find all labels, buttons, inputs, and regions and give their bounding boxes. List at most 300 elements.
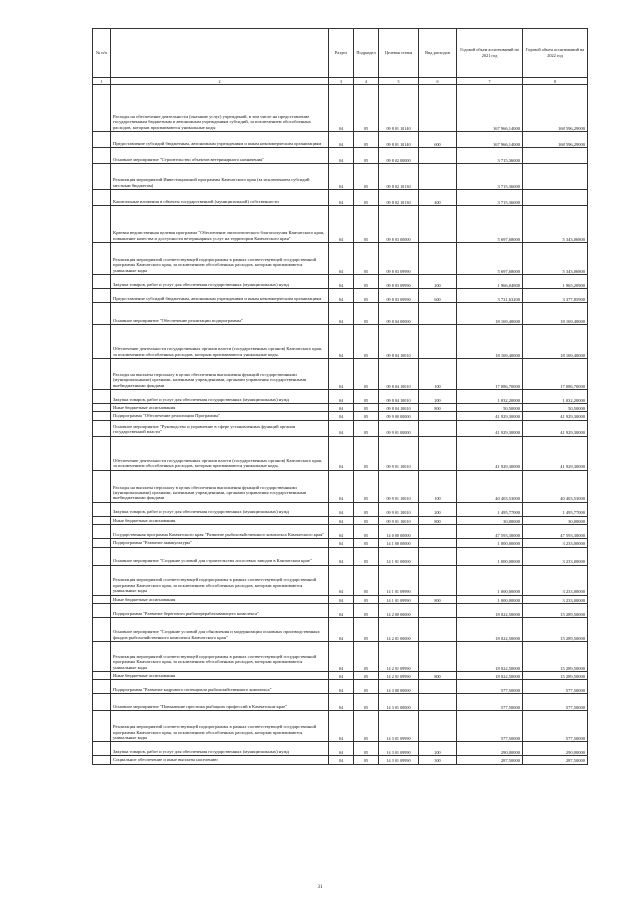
expense-type-cell: 800 bbox=[419, 595, 457, 603]
target-article-cell: 09 8 01 10140 bbox=[379, 132, 419, 148]
num-cell bbox=[93, 390, 111, 404]
expense-type-cell bbox=[419, 303, 457, 325]
expense-type-cell bbox=[419, 565, 457, 595]
razdel-cell: 04 bbox=[329, 618, 354, 642]
target-article-cell: 09 9 01 10010 bbox=[379, 470, 419, 502]
target-article-cell: 09 8 03 09990 bbox=[379, 289, 419, 303]
podrazdel-cell: 05 bbox=[354, 404, 379, 412]
amount-2022-cell: 3 377,85900 bbox=[523, 289, 588, 303]
page-number: 31 bbox=[317, 885, 323, 890]
column-number: 8 bbox=[523, 78, 588, 85]
amount-2022-cell: 3 233,00000 bbox=[523, 539, 588, 547]
name-cell: Расходы на выплаты персоналу в целях обеспечения выполнения функций государственными (муниципальными) органами, казенными учреждениями, органами управления государственными внебюджетными фондами bbox=[111, 359, 329, 390]
target-article-cell: 09 8 04 10010 bbox=[379, 359, 419, 390]
name-cell: Подпрограмма "Развитие аквакультуры" bbox=[111, 539, 329, 547]
num-cell bbox=[93, 565, 111, 595]
razdel-cell: 04 bbox=[329, 694, 354, 711]
target-article-cell: 14 2 01 09990 bbox=[379, 642, 419, 672]
num-cell bbox=[93, 359, 111, 390]
table-row bbox=[93, 539, 588, 547]
table-row bbox=[93, 642, 588, 672]
num-cell bbox=[93, 618, 111, 642]
razdel-cell: 04 bbox=[329, 756, 354, 764]
num-cell bbox=[93, 148, 111, 164]
name-cell: Основное мероприятие "Руководство и управление в сфере установленных функций органов государственной власти" bbox=[111, 420, 329, 436]
num-cell bbox=[93, 680, 111, 694]
expense-type-cell bbox=[419, 243, 457, 275]
amount-2021-cell: 30,00000 bbox=[457, 516, 523, 524]
num-cell bbox=[93, 470, 111, 502]
target-article-cell: 09 8 04 10010 bbox=[379, 325, 419, 359]
target-article-cell: 09 8 04 00000 bbox=[379, 303, 419, 325]
expense-type-cell bbox=[419, 680, 457, 694]
table-row bbox=[93, 680, 588, 694]
podrazdel-cell: 05 bbox=[354, 525, 379, 539]
table-row bbox=[93, 289, 588, 303]
table-row bbox=[93, 275, 588, 289]
expense-type-cell: 200 bbox=[419, 390, 457, 404]
amount-2021-cell: 167 966,14000 bbox=[457, 132, 523, 148]
table-row bbox=[93, 694, 588, 711]
header-amount-2022: Годовой объем ассигнований на 2022 год bbox=[523, 29, 588, 78]
podrazdel-cell: 05 bbox=[354, 412, 379, 420]
num-cell bbox=[93, 132, 111, 148]
razdel-cell: 04 bbox=[329, 502, 354, 516]
podrazdel-cell: 05 bbox=[354, 325, 379, 359]
target-article-cell: 09 8 04 10010 bbox=[379, 404, 419, 412]
expense-type-cell bbox=[419, 412, 457, 420]
razdel-cell: 04 bbox=[329, 412, 354, 420]
podrazdel-cell: 05 bbox=[354, 190, 379, 206]
podrazdel-cell: 05 bbox=[354, 742, 379, 756]
amount-2021-cell: 287,50000 bbox=[457, 756, 523, 764]
target-article-cell: 14 2 00 00000 bbox=[379, 604, 419, 618]
amount-2021-cell: 577,50000 bbox=[457, 694, 523, 711]
amount-2022-cell: 41 929,30000 bbox=[523, 420, 588, 436]
podrazdel-cell: 05 bbox=[354, 756, 379, 764]
table-body bbox=[93, 85, 588, 765]
amount-2022-cell: 5 343,06800 bbox=[523, 243, 588, 275]
razdel-cell: 04 bbox=[329, 680, 354, 694]
amount-2022-cell: 3 233,00000 bbox=[523, 595, 588, 603]
amount-2021-cell: 577,50000 bbox=[457, 711, 523, 742]
amount-2021-cell: 167 966,14000 bbox=[457, 85, 523, 132]
amount-2022-cell: 577,50000 bbox=[523, 680, 588, 694]
expense-type-cell bbox=[419, 547, 457, 565]
podrazdel-cell: 05 bbox=[354, 618, 379, 642]
amount-2021-cell: 1 000,00000 bbox=[457, 547, 523, 565]
expense-type-cell: 400 bbox=[419, 190, 457, 206]
amount-2021-cell: 5 697,68000 bbox=[457, 243, 523, 275]
expense-type-cell bbox=[419, 642, 457, 672]
amount-2021-cell: 3 715,36000 bbox=[457, 190, 523, 206]
num-cell bbox=[93, 547, 111, 565]
num-cell bbox=[93, 289, 111, 303]
num-cell bbox=[93, 516, 111, 524]
podrazdel-cell: 05 bbox=[354, 694, 379, 711]
amount-2022-cell: 5 343,06800 bbox=[523, 206, 588, 243]
num-cell bbox=[93, 85, 111, 132]
razdel-cell: 04 bbox=[329, 604, 354, 618]
target-article-cell: 09 8 02 10130 bbox=[379, 164, 419, 190]
amount-2022-cell: 1 965,20900 bbox=[523, 275, 588, 289]
amount-2021-cell: 50,50000 bbox=[457, 404, 523, 412]
name-cell: Закупка товаров, работ и услуг для обеспечения государственных (муниципальных) нужд bbox=[111, 390, 329, 404]
expense-type-cell bbox=[419, 325, 457, 359]
name-cell: Основное мероприятие "Обеспечение реализации подпрограммы" bbox=[111, 303, 329, 325]
amount-2021-cell: 18 169,40000 bbox=[457, 325, 523, 359]
table-row bbox=[93, 565, 588, 595]
table-row bbox=[93, 243, 588, 275]
name-cell: Социальное обеспечение и иные выплаты населению bbox=[111, 756, 329, 764]
amount-2022-cell: 168 596,29000 bbox=[523, 132, 588, 148]
podrazdel-cell: 05 bbox=[354, 132, 379, 148]
name-cell: Подпрограмма "Обеспечение реализации Программы" bbox=[111, 412, 329, 420]
podrazdel-cell: 05 bbox=[354, 275, 379, 289]
header-expense-type: Вид расходов bbox=[419, 29, 457, 78]
amount-2021-cell: 3 715,36000 bbox=[457, 148, 523, 164]
table-row bbox=[93, 404, 588, 412]
num-cell bbox=[93, 325, 111, 359]
header-target-article: Целевая статья bbox=[379, 29, 419, 78]
razdel-cell: 04 bbox=[329, 547, 354, 565]
razdel-cell: 04 bbox=[329, 436, 354, 470]
razdel-cell: 04 bbox=[329, 711, 354, 742]
column-number: 3 bbox=[329, 78, 354, 85]
expense-type-cell: 800 bbox=[419, 516, 457, 524]
name-cell: Предоставление субсидий бюджетным, автономным учреждениям и иным некоммерческим организациям bbox=[111, 132, 329, 148]
podrazdel-cell: 05 bbox=[354, 420, 379, 436]
num-cell bbox=[93, 190, 111, 206]
amount-2022-cell: 30,00000 bbox=[523, 516, 588, 524]
target-article-cell: 14 2 01 09990 bbox=[379, 672, 419, 680]
razdel-cell: 04 bbox=[329, 390, 354, 404]
razdel-cell: 04 bbox=[329, 85, 354, 132]
column-number: 1 bbox=[93, 78, 111, 85]
razdel-cell: 04 bbox=[329, 164, 354, 190]
table-row bbox=[93, 132, 588, 148]
podrazdel-cell: 05 bbox=[354, 289, 379, 303]
expense-type-cell bbox=[419, 420, 457, 436]
podrazdel-cell: 05 bbox=[354, 539, 379, 547]
amount-2022-cell: 168 596,29000 bbox=[523, 85, 588, 132]
table-row bbox=[93, 595, 588, 603]
podrazdel-cell: 05 bbox=[354, 206, 379, 243]
target-article-cell: 14 1 01 00000 bbox=[379, 547, 419, 565]
amount-2022-cell: 3 233,00000 bbox=[523, 547, 588, 565]
name-cell: Иные бюджетные ассигнования bbox=[111, 672, 329, 680]
podrazdel-cell: 05 bbox=[354, 711, 379, 742]
amount-2022-cell: 41 929,30000 bbox=[523, 412, 588, 420]
target-article-cell: 09 8 03 00000 bbox=[379, 206, 419, 243]
column-number: 6 bbox=[419, 78, 457, 85]
name-cell: Иные бюджетные ассигнования bbox=[111, 404, 329, 412]
document-page bbox=[92, 28, 587, 765]
razdel-cell: 04 bbox=[329, 289, 354, 303]
amount-2021-cell: 3 715,36000 bbox=[457, 164, 523, 190]
amount-2021-cell: 1 032,20000 bbox=[457, 390, 523, 404]
razdel-cell: 04 bbox=[329, 132, 354, 148]
podrazdel-cell: 05 bbox=[354, 359, 379, 390]
amount-2021-cell: 290,00000 bbox=[457, 742, 523, 756]
num-cell bbox=[93, 420, 111, 436]
amount-2022-cell: 17 086,70000 bbox=[523, 359, 588, 390]
table-row bbox=[93, 672, 588, 680]
target-article-cell: 14 3 00 00000 bbox=[379, 680, 419, 694]
amount-2021-cell: 1 966,04800 bbox=[457, 275, 523, 289]
target-article-cell: 14 1 01 09990 bbox=[379, 595, 419, 603]
name-cell: Государственная программа Камчатского края "Развитие рыбохозяйственного комплекса Камчатского края" bbox=[111, 525, 329, 539]
podrazdel-cell: 05 bbox=[354, 303, 379, 325]
amount-2021-cell: 577,50000 bbox=[457, 680, 523, 694]
name-cell: Реализация мероприятий соответствующей подпрограммы в рамках соответствующей государственной программы Камчатского края, за исключением обособленных расходов, которым присваиваются уникальные коды bbox=[111, 711, 329, 742]
column-number: 4 bbox=[354, 78, 379, 85]
amount-2021-cell: 41 929,30000 bbox=[457, 436, 523, 470]
razdel-cell: 04 bbox=[329, 359, 354, 390]
name-cell: Закупка товаров, работ и услуг для обеспечения государственных (муниципальных) нужд bbox=[111, 502, 329, 516]
table-row bbox=[93, 303, 588, 325]
podrazdel-cell: 05 bbox=[354, 148, 379, 164]
expense-type-cell: 200 bbox=[419, 502, 457, 516]
target-article-cell: 09 9 01 00000 bbox=[379, 420, 419, 436]
expense-type-cell bbox=[419, 85, 457, 132]
expense-type-cell bbox=[419, 604, 457, 618]
expense-type-cell bbox=[419, 436, 457, 470]
razdel-cell: 04 bbox=[329, 470, 354, 502]
expense-type-cell: 300 bbox=[419, 756, 457, 764]
podrazdel-cell: 05 bbox=[354, 516, 379, 524]
column-number: 5 bbox=[379, 78, 419, 85]
amount-2022-cell: 287,50000 bbox=[523, 756, 588, 764]
num-cell bbox=[93, 243, 111, 275]
target-article-cell: 09 8 04 10010 bbox=[379, 390, 419, 404]
podrazdel-cell: 05 bbox=[354, 243, 379, 275]
expense-type-cell bbox=[419, 618, 457, 642]
razdel-cell: 04 bbox=[329, 516, 354, 524]
amount-2022-cell: 18 169,40000 bbox=[523, 325, 588, 359]
header-amount-2021: Годовой объем ассигнований на 2021 год bbox=[457, 29, 523, 78]
name-cell: Закупка товаров, работ и услуг для обеспечения государственных (муниципальных) нужд bbox=[111, 275, 329, 289]
razdel-cell: 04 bbox=[329, 190, 354, 206]
podrazdel-cell: 05 bbox=[354, 470, 379, 502]
table-row bbox=[93, 206, 588, 243]
name-cell: Обеспечение деятельности государственных органов власти (государственных органов) Камчатского края, за исключением обособленных расходов, которым присваиваются уникальные коды. bbox=[111, 436, 329, 470]
table-row bbox=[93, 85, 588, 132]
num-cell bbox=[93, 164, 111, 190]
podrazdel-cell: 05 bbox=[354, 680, 379, 694]
target-article-cell: 09 8 01 10140 bbox=[379, 85, 419, 132]
header-podrazdel: Подраздел bbox=[354, 29, 379, 78]
name-cell: Основное мероприятие "Повышение престижа рыбацких профессий в Камчатском крае" bbox=[111, 694, 329, 711]
podrazdel-cell: 05 bbox=[354, 672, 379, 680]
name-cell: Расходы на выплаты персоналу в целях обеспечения выполнения функций государственными (муниципальными) органами, казенными учреждениями, органами управления государственными внебюджетными фондами bbox=[111, 470, 329, 502]
amount-2021-cell: 47 593,30000 bbox=[457, 525, 523, 539]
amount-2022-cell: 1 495,77000 bbox=[523, 502, 588, 516]
target-article-cell: 14 0 00 00000 bbox=[379, 525, 419, 539]
name-cell: Обеспечение деятельности государственных органов власти (государственных органов) Камчатского края, за исключением обособленных расходов, которым присваиваются уникальные коды. bbox=[111, 325, 329, 359]
num-cell bbox=[93, 525, 111, 539]
amount-2021-cell: 18 022,50000 bbox=[457, 672, 523, 680]
amount-2022-cell: 47 593,30000 bbox=[523, 525, 588, 539]
num-cell bbox=[93, 275, 111, 289]
table-header-row bbox=[93, 29, 588, 78]
amount-2021-cell: 1 000,00000 bbox=[457, 595, 523, 603]
num-cell bbox=[93, 711, 111, 742]
amount-2021-cell: 3 731,63200 bbox=[457, 289, 523, 303]
amount-2021-cell: 18 169,40000 bbox=[457, 303, 523, 325]
amount-2022-cell: 41 929,30000 bbox=[523, 436, 588, 470]
amount-2021-cell: 18 022,50000 bbox=[457, 618, 523, 642]
num-cell bbox=[93, 436, 111, 470]
amount-2021-cell: 18 022,50000 bbox=[457, 642, 523, 672]
table-row bbox=[93, 190, 588, 206]
table-row bbox=[93, 604, 588, 618]
expense-type-cell: 100 bbox=[419, 359, 457, 390]
column-number-row bbox=[93, 78, 588, 85]
target-article-cell: 09 9 01 10010 bbox=[379, 502, 419, 516]
amount-2022-cell: 577,50000 bbox=[523, 711, 588, 742]
podrazdel-cell: 05 bbox=[354, 565, 379, 595]
header-razdel: Раздел bbox=[329, 29, 354, 78]
name-cell: Иные бюджетные ассигнования bbox=[111, 595, 329, 603]
name-cell: Краевая ведомственная целевая программа "Обеспечение эпизоотического благополучия Камчатского края, повышение качества и доступности ветеринарных услуг на территории Камчатского края" bbox=[111, 206, 329, 243]
table-row bbox=[93, 470, 588, 502]
razdel-cell: 04 bbox=[329, 565, 354, 595]
razdel-cell: 04 bbox=[329, 303, 354, 325]
table-row bbox=[93, 711, 588, 742]
expense-type-cell: 100 bbox=[419, 470, 457, 502]
expense-type-cell bbox=[419, 711, 457, 742]
podrazdel-cell: 05 bbox=[354, 164, 379, 190]
razdel-cell: 04 bbox=[329, 243, 354, 275]
amount-2021-cell: 41 929,30000 bbox=[457, 420, 523, 436]
header-num: № п/п bbox=[93, 29, 111, 78]
amount-2021-cell: 1 000,00000 bbox=[457, 539, 523, 547]
amount-2021-cell: 1 495,77000 bbox=[457, 502, 523, 516]
podrazdel-cell: 05 bbox=[354, 85, 379, 132]
target-article-cell: 09 8 02 10130 bbox=[379, 190, 419, 206]
target-article-cell: 09 9 01 10010 bbox=[379, 436, 419, 470]
razdel-cell: 04 bbox=[329, 642, 354, 672]
amount-2022-cell: 40 403,53000 bbox=[523, 470, 588, 502]
target-article-cell: 09 8 03 09990 bbox=[379, 243, 419, 275]
razdel-cell: 04 bbox=[329, 325, 354, 359]
table-row bbox=[93, 390, 588, 404]
target-article-cell: 14 1 00 00000 bbox=[379, 539, 419, 547]
table-row bbox=[93, 436, 588, 470]
num-cell bbox=[93, 672, 111, 680]
expense-type-cell bbox=[419, 164, 457, 190]
amount-2021-cell: 5 697,68000 bbox=[457, 206, 523, 243]
podrazdel-cell: 05 bbox=[354, 642, 379, 672]
razdel-cell: 04 bbox=[329, 404, 354, 412]
expense-type-cell: 800 bbox=[419, 404, 457, 412]
name-cell: Основное мероприятие "Строительство объектов ветеринарного назначения" bbox=[111, 148, 329, 164]
num-cell bbox=[93, 412, 111, 420]
amount-2022-cell bbox=[523, 190, 588, 206]
num-cell bbox=[93, 642, 111, 672]
target-article-cell: 14 3 01 09990 bbox=[379, 711, 419, 742]
amount-2022-cell: 18 169,40000 bbox=[523, 303, 588, 325]
razdel-cell: 04 bbox=[329, 275, 354, 289]
amount-2021-cell: 18 022,50000 bbox=[457, 604, 523, 618]
table-row bbox=[93, 742, 588, 756]
column-number: 2 bbox=[111, 78, 329, 85]
amount-2022-cell: 15 289,50000 bbox=[523, 672, 588, 680]
amount-2022-cell: 15 289,50000 bbox=[523, 604, 588, 618]
name-cell: Подпрограмма "Развитие кадрового потенциала рыбохозяйственного комплекса" bbox=[111, 680, 329, 694]
table-row bbox=[93, 502, 588, 516]
table-row bbox=[93, 412, 588, 420]
target-article-cell: 14 2 01 00000 bbox=[379, 618, 419, 642]
podrazdel-cell: 05 bbox=[354, 547, 379, 565]
num-cell bbox=[93, 595, 111, 603]
table-row bbox=[93, 420, 588, 436]
amount-2022-cell: 50,50000 bbox=[523, 404, 588, 412]
expense-type-cell: 200 bbox=[419, 742, 457, 756]
table-row bbox=[93, 756, 588, 764]
num-cell bbox=[93, 502, 111, 516]
amount-2021-cell: 40 403,53000 bbox=[457, 470, 523, 502]
razdel-cell: 04 bbox=[329, 206, 354, 243]
num-cell bbox=[93, 742, 111, 756]
name-cell: Иные бюджетные ассигнования bbox=[111, 516, 329, 524]
amount-2022-cell: 3 233,00000 bbox=[523, 565, 588, 595]
razdel-cell: 04 bbox=[329, 525, 354, 539]
table-row bbox=[93, 618, 588, 642]
amount-2022-cell: 15 289,50000 bbox=[523, 618, 588, 642]
target-article-cell: 14 1 01 09990 bbox=[379, 565, 419, 595]
num-cell bbox=[93, 539, 111, 547]
razdel-cell: 04 bbox=[329, 420, 354, 436]
table-row bbox=[93, 148, 588, 164]
podrazdel-cell: 05 bbox=[354, 502, 379, 516]
num-cell bbox=[93, 404, 111, 412]
expense-type-cell: 600 bbox=[419, 289, 457, 303]
table-row bbox=[93, 516, 588, 524]
razdel-cell: 04 bbox=[329, 742, 354, 756]
name-cell: Реализация мероприятий соответствующей подпрограммы в рамках соответствующей государственной программы Камчатского края, за исключением обособленных расходов, которым присваиваются уникальные коды bbox=[111, 243, 329, 275]
expense-type-cell bbox=[419, 525, 457, 539]
name-cell: Реализация мероприятий Инвестиционной программы Камчатского края (за исключением субсидий местным бюджетам) bbox=[111, 164, 329, 190]
num-cell bbox=[93, 756, 111, 764]
amount-2022-cell bbox=[523, 164, 588, 190]
name-cell: Закупка товаров, работ и услуг для обеспечения государственных (муниципальных) нужд bbox=[111, 742, 329, 756]
podrazdel-cell: 05 bbox=[354, 595, 379, 603]
expense-type-cell: 200 bbox=[419, 275, 457, 289]
expense-type-cell bbox=[419, 148, 457, 164]
target-article-cell: 09 9 01 10010 bbox=[379, 516, 419, 524]
amount-2022-cell: 577,50000 bbox=[523, 694, 588, 711]
amount-2021-cell: 1 000,00000 bbox=[457, 565, 523, 595]
target-article-cell: 09 8 02 00000 bbox=[379, 148, 419, 164]
num-cell bbox=[93, 604, 111, 618]
expense-type-cell bbox=[419, 206, 457, 243]
expense-type-cell bbox=[419, 694, 457, 711]
amount-2022-cell bbox=[523, 148, 588, 164]
table-row bbox=[93, 325, 588, 359]
amount-2021-cell: 41 929,30000 bbox=[457, 412, 523, 420]
num-cell bbox=[93, 206, 111, 243]
amount-2022-cell: 1 032,20000 bbox=[523, 390, 588, 404]
num-cell bbox=[93, 303, 111, 325]
header-name bbox=[111, 29, 329, 78]
table-row bbox=[93, 547, 588, 565]
podrazdel-cell: 05 bbox=[354, 390, 379, 404]
budget-table bbox=[92, 28, 588, 765]
amount-2021-cell: 17 086,70000 bbox=[457, 359, 523, 390]
target-article-cell: 09 9 00 00000 bbox=[379, 412, 419, 420]
